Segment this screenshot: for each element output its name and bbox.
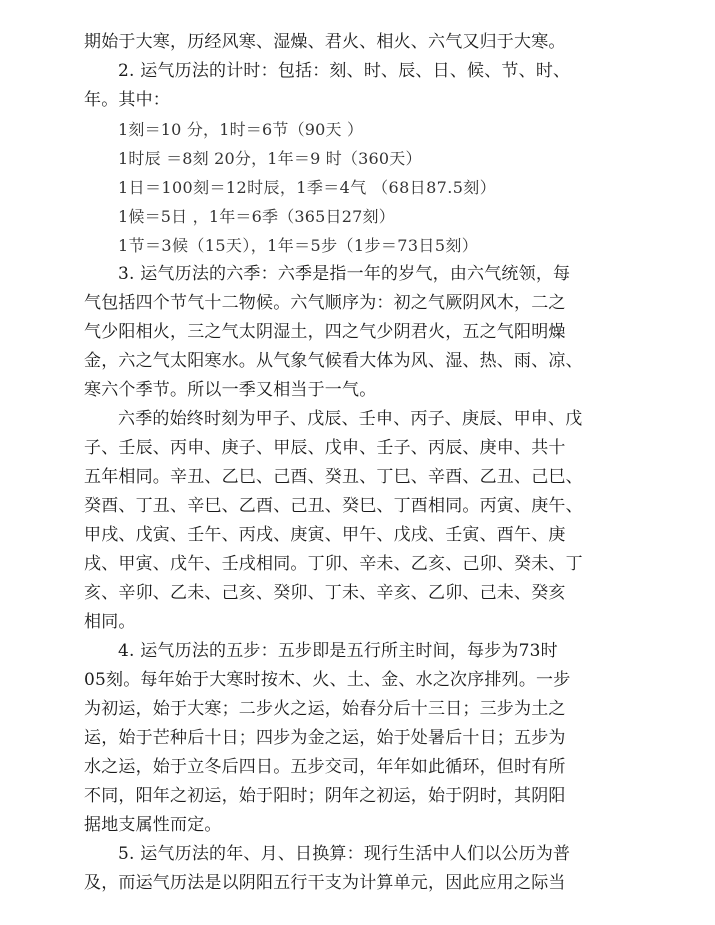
text-line: 05刻。每年始于大寒时按木、火、土、金、水之次序排列。一步: [84, 670, 571, 690]
text-line: 癸酉、丁丑、辛巳、乙酉、己丑、癸巳、丁酉相同。丙寅、庚午、: [84, 496, 583, 516]
text-line: 年。其中：: [84, 90, 170, 110]
text-line: 为初运，始于大寒；二步火之运，始春分后十三日；三步为土之: [84, 699, 566, 719]
section-heading-2: 2. 运气历法的计时：包括：刻、时、辰、日、候、节、时、: [118, 61, 571, 81]
text-line: 子、壬辰、丙申、庚子、甲辰、戊申、壬子、丙辰、庚申、共十: [84, 438, 566, 458]
text-line: 五年相同。辛丑、乙巳、己酉、癸丑、丁巳、辛酉、乙丑、己巳、: [84, 467, 583, 487]
text-line: 戌、甲寅、戊午、壬戌相同。丁卯、辛未、乙亥、己卯、癸未、丁: [84, 554, 583, 574]
section-heading-5: 5. 运气历法的年、月、日换算：现行生活中人们以公历为普: [118, 844, 571, 864]
formula-line: 1候＝5日 ，1年＝6季（365日27刻）: [118, 207, 395, 226]
text-line: 水之运，始于立冬后四日。五步交司，年年如此循环，但时有所: [84, 757, 566, 777]
formula-line: 1刻＝10 分，1时＝6节（90天 ）: [118, 120, 364, 139]
formula-line: 1时辰 ＝8刻 20分，1年＝9 时（360天）: [118, 149, 422, 168]
text-line: 金，六之气太阳寒水。从气象气候看大体为风、湿、热、雨、凉、: [84, 351, 583, 371]
text-line: 期始于大寒，历经风寒、湿燥、君火、相火、六气又归于大寒。: [84, 32, 566, 52]
text-line: 亥、辛卯、乙未、己亥、癸卯、丁未、辛亥、乙卯、己未、癸亥: [84, 583, 566, 603]
text-line: 运，始于芒种后十日；四步为金之运，始于处暑后十日；五步为: [84, 728, 566, 748]
text-line: 气少阳相火，三之气太阴湿土，四之气少阴君火，五之气阳明燥: [84, 322, 566, 342]
paragraph-start: 六季的始终时刻为甲子、戊辰、壬申、丙子、庚辰、甲申、戊: [118, 409, 583, 429]
text-line: 据地支属性而定。: [84, 815, 222, 835]
formula-line: 1日＝100刻＝12时辰，1季＝4气 （68日87.5刻）: [118, 178, 497, 197]
text-line: 甲戌、戊寅、壬午、丙戌、庚寅、甲午、戊戌、壬寅、酉午、庚: [84, 525, 566, 545]
text-line: 不同，阳年之初运，始于阳时；阴年之初运，始于阴时，其阴阳: [84, 786, 566, 806]
section-heading-3: 3. 运气历法的六季：六季是指一年的岁气，由六气统领，每: [118, 264, 571, 284]
text-line: 寒六个季节。所以一季又相当于一气。: [84, 380, 377, 400]
text-line: 及，而运气历法是以阴阳五行干支为计算单元，因此应用之际当: [84, 873, 566, 893]
section-heading-4: 4. 运气历法的五步：五步即是五行所主时间，每步为73时: [118, 641, 558, 661]
text-line: 相同。: [84, 612, 136, 632]
document-page: [84, 28, 624, 898]
text-line: 气包括四个节气十二物候。六气顺序为：初之气厥阴风木，二之: [84, 293, 566, 313]
formula-line: 1节＝3候（15天），1年＝5步（1步＝73日5刻）: [118, 236, 479, 255]
